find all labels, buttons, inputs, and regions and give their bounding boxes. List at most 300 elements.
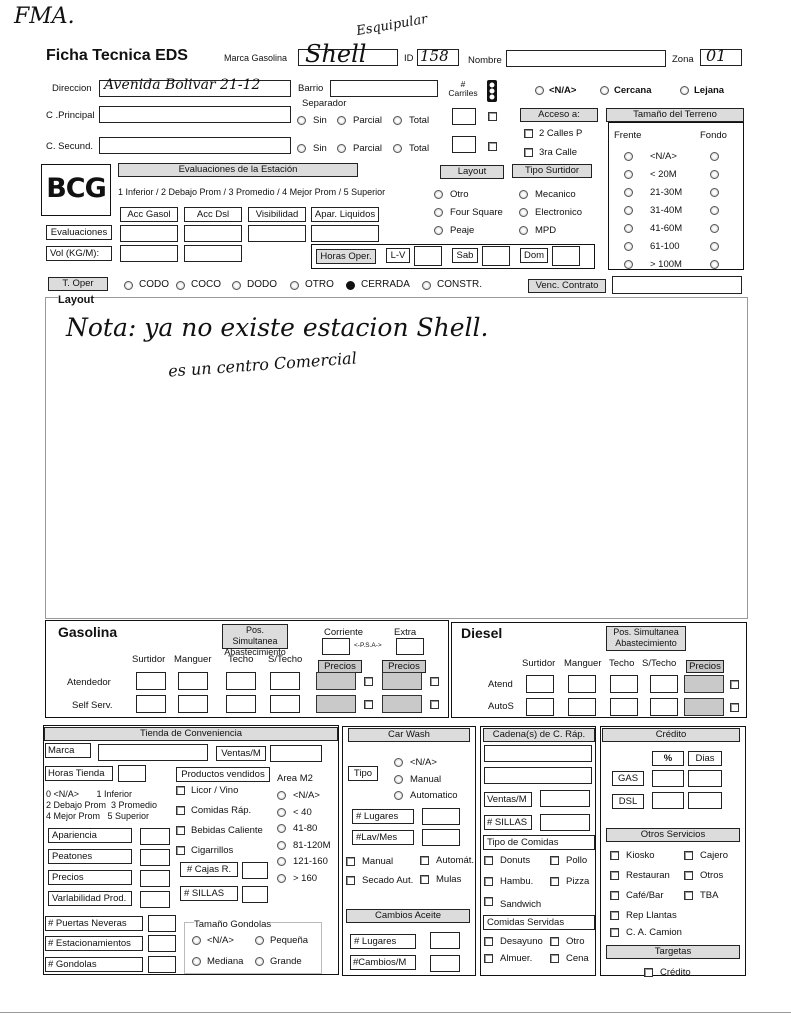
principal-field[interactable] [99, 106, 291, 123]
area-label: <N/A> [293, 790, 320, 801]
secund-checkbox[interactable] [488, 142, 497, 151]
tienda-eval-field[interactable] [140, 828, 170, 845]
area-label: 41-80 [293, 823, 318, 834]
apar-liquidos-header: Apar. Liquidos [311, 207, 379, 222]
tienda-eval-label: Apariencia [48, 828, 132, 843]
fondo-radio[interactable] [710, 188, 719, 197]
desayuno-checkbox[interactable] [484, 937, 493, 946]
secund-total-label: Total [409, 143, 430, 154]
toper-radio-cerrada[interactable] [346, 281, 355, 290]
otro-servicio-label: TBA [700, 890, 719, 901]
otro-servicio-checkbox[interactable] [610, 871, 619, 880]
cambios-lugares-label: # Lugares [350, 934, 416, 949]
principal-sin-label: Sin [313, 115, 327, 126]
secund-sin-label: Sin [313, 143, 327, 154]
principal-parcial-radio[interactable] [337, 116, 346, 125]
surtidor-mecanico-label: Mecanico [535, 189, 576, 200]
carwash-secado-checkbox[interactable] [346, 876, 355, 885]
donuts-label: Donuts [500, 855, 531, 866]
gasolina-precio-chk-2[interactable] [430, 677, 439, 686]
lv-field[interactable] [414, 246, 442, 266]
principal-label: C .Principal [46, 110, 95, 121]
principal-total-label: Total [409, 115, 430, 126]
tienda-eval-field[interactable] [140, 849, 170, 866]
layout-area[interactable] [45, 297, 748, 619]
gas-dias-field[interactable] [688, 770, 722, 787]
hambu-label: Hambu. [500, 876, 534, 887]
area-label: 81-120M [293, 839, 331, 851]
cambios-lugares-field[interactable] [430, 932, 460, 949]
gasolina-precio-extra[interactable] [382, 672, 422, 690]
credito-header: Crédito [602, 728, 740, 742]
handwritten-note-line2: es un centro Comercial [167, 348, 358, 381]
diesel-col-techo: Techo [609, 658, 635, 669]
diesel-precios: Precios [686, 660, 724, 673]
producto-checkbox[interactable] [176, 826, 185, 835]
fondo-radio[interactable] [710, 170, 719, 179]
cena-label: Cena [566, 953, 589, 964]
gasolina-pos-header: Pos. Simultanea Abastecimiento [222, 624, 288, 649]
apar-liquidos-field[interactable] [311, 225, 379, 242]
sandwich-label: Sandwich [500, 899, 542, 910]
area-radio[interactable] [277, 857, 286, 866]
id-label: ID [404, 53, 414, 64]
otro-servicio-checkbox[interactable] [610, 851, 619, 860]
gasolina-cell[interactable] [270, 695, 300, 713]
credito-checkbox[interactable] [644, 968, 653, 977]
sab-field[interactable] [482, 246, 510, 266]
surtidor-mecanico-radio[interactable] [519, 190, 528, 199]
tienda-eval-label: Precios [48, 870, 132, 885]
barrio-label: Barrio [298, 83, 324, 94]
producto-checkbox[interactable] [176, 786, 185, 795]
tienda-scale-1: 0 <N/A> 1 Inferior [46, 789, 133, 799]
carriles-label: # Carriles [448, 79, 478, 98]
layout-otro-label: Otro [450, 189, 469, 200]
otro-servicio-checkbox[interactable] [610, 891, 619, 900]
dias-label: Dias [688, 751, 722, 766]
area-radio[interactable] [277, 824, 286, 833]
diesel-cell[interactable] [610, 698, 638, 716]
diesel-precio[interactable] [684, 698, 724, 716]
acceso-header: Acceso a: [520, 108, 598, 122]
calle3-checkbox[interactable] [524, 148, 533, 157]
gondolas-label: # Gondolas [45, 957, 143, 972]
diesel-cell[interactable] [568, 698, 596, 716]
toper-label-constr: CONSTR. [437, 279, 482, 290]
secund-parcial-radio[interactable] [337, 144, 346, 153]
gasolina-cell[interactable] [178, 695, 208, 713]
surtidor-electronico-radio[interactable] [519, 208, 528, 217]
tienda-sillas-field[interactable] [242, 886, 268, 903]
gondolas-pequena-radio[interactable] [255, 936, 264, 945]
gondolas-pequena-label: Pequeña [270, 935, 309, 946]
evaluaciones-scale: 1 Inferior / 2 Debajo Prom / 3 Promedio / 4 Mejor Prom / 5 Superior [118, 187, 386, 197]
secund-field[interactable] [99, 137, 291, 154]
tienda-header: Tienda de Conveniencia [44, 727, 338, 741]
gasolina-cell[interactable] [226, 695, 256, 713]
na-label: <N/A> [549, 85, 577, 96]
gondolas-mediana-radio[interactable] [192, 957, 201, 966]
cadena-sillas-label: # SILLAS [484, 815, 532, 830]
gasolina-col-techo: Techo [228, 654, 254, 665]
layout-four-square-label: Four Square [450, 207, 503, 218]
gondolas-field[interactable] [148, 956, 176, 973]
diesel-precio[interactable] [684, 675, 724, 693]
acc-dsl-field[interactable] [184, 225, 242, 242]
carwash-secado-label: Secado Aut. [362, 875, 414, 886]
gasolina-precio-corriente[interactable] [316, 672, 356, 690]
almuerzo-label: Almuer. [500, 953, 533, 964]
cajas-label: # Cajas R. [180, 862, 238, 877]
terreno-option-label: > 100M [650, 259, 682, 270]
area-radio[interactable] [277, 808, 286, 817]
toper-label-dodo: DODO [247, 279, 277, 290]
area-radio[interactable] [277, 874, 286, 883]
producto-label: Licor / Vino [191, 785, 239, 796]
frente-radio[interactable] [624, 206, 633, 215]
gasolina-extra-field[interactable] [396, 638, 424, 655]
evaluaciones-header: Evaluaciones de la Estación [118, 163, 358, 177]
area-radio[interactable] [277, 841, 286, 850]
producto-label: Bebidas Caliente [191, 825, 263, 836]
area-label: 121-160 [293, 856, 328, 867]
diesel-precio-chk[interactable] [730, 680, 739, 689]
cadena-field-1[interactable] [484, 745, 592, 762]
bcg-logo: BCG [41, 164, 111, 216]
cadena-field-2[interactable] [484, 767, 592, 784]
vol-label: Vol (KG/M): [46, 246, 112, 261]
gondolas-mediana-label: Mediana [207, 956, 244, 967]
na-radio[interactable] [535, 86, 544, 95]
carwash-manual-checkbox[interactable] [346, 857, 355, 866]
tienda-horas-label: Horas Tienda [45, 766, 113, 781]
acc-dsl-header: Acc Dsl [184, 207, 242, 222]
tienda-eval-field[interactable] [140, 870, 170, 887]
evaluaciones-label: Evaluaciones [46, 225, 112, 240]
toper-radio-constr[interactable] [422, 281, 431, 290]
gasolina-precio-chk-2[interactable] [430, 700, 439, 709]
gasolina-precio-corriente[interactable] [316, 695, 356, 713]
carwash-header: Car Wash [348, 728, 470, 742]
gondolas-grande-radio[interactable] [255, 957, 264, 966]
otro-servicio-label: Restauran [626, 870, 670, 881]
puertas-field[interactable] [148, 915, 176, 932]
producto-label: Comidas Ráp. [191, 805, 252, 816]
toper-radio-coco[interactable] [176, 281, 185, 290]
cena-checkbox[interactable] [550, 954, 559, 963]
tienda-eval-label: Peatones [48, 849, 132, 864]
carwash-lugares-field[interactable] [422, 808, 460, 825]
diesel-pos-header: Pos. Simultanea Abastecimiento [606, 626, 686, 651]
desayuno-label: Desayuno [500, 936, 543, 947]
gondolas-na-label: <N/A> [207, 935, 234, 946]
vol-dsl-field[interactable] [184, 245, 242, 262]
nombre-field[interactable] [506, 50, 666, 67]
tienda-eval-field[interactable] [140, 891, 170, 908]
handwritten-note-line1: Nota: ya no existe estacion Shell. [66, 313, 489, 342]
gas-label: GAS [612, 771, 644, 786]
producto-checkbox[interactable] [176, 806, 185, 815]
venc-contrato-label: Venc. Contrato [528, 279, 606, 293]
tienda-horas-field[interactable] [118, 765, 146, 782]
terreno-option-label: 41-60M [650, 223, 683, 234]
fondo-radio[interactable] [710, 242, 719, 251]
terreno-option-label: 61-100 [650, 241, 680, 252]
donuts-checkbox[interactable] [484, 856, 493, 865]
carwash-automat-checkbox[interactable] [420, 856, 429, 865]
diesel-cell[interactable] [526, 675, 554, 693]
cadena-ventas-label: Ventas/M [484, 792, 532, 807]
gasolina-title: Gasolina [58, 624, 118, 640]
tienda-sillas-label: # SILLAS [180, 886, 238, 901]
diesel-cell[interactable] [650, 698, 678, 716]
cambios-aceite-header: Cambios Aceite [346, 909, 470, 923]
tienda-ventas-label: Ventas/M [216, 746, 266, 761]
diesel-col-surtidor: Surtidor [522, 658, 556, 669]
cadena-header: Cadena(s) de C. Ráp. [483, 728, 595, 742]
calles2-checkbox[interactable] [524, 129, 533, 138]
venc-contrato-field[interactable] [612, 276, 742, 294]
gas-pct-field[interactable] [652, 770, 684, 787]
zona-label: Zona [672, 54, 694, 65]
layout-peaje-radio[interactable] [434, 226, 443, 235]
carwash-na-radio[interactable] [394, 758, 403, 767]
secund-parcial-label: Parcial [353, 143, 383, 154]
handwritten-brand-above: Esquipular [355, 11, 429, 40]
gasolina-psa-label: <-P.S.A-> [354, 642, 382, 649]
surtidor-header: Tipo Surtidor [512, 164, 592, 178]
gasolina-precios-2: Precios [382, 660, 426, 673]
carwash-tipo-label: Tipo [348, 766, 378, 781]
gasolina-col-stecho: S/Techo [268, 654, 303, 665]
dom-field[interactable] [552, 246, 580, 266]
toper-label-codo: CODO [139, 279, 169, 290]
gasolina-precio-chk-1[interactable] [364, 700, 373, 709]
carwash-lugares-label: # Lugares [352, 809, 414, 824]
gasolina-row-self: Self Serv. [72, 700, 113, 711]
almuerzo-checkbox[interactable] [484, 954, 493, 963]
otro-servicio-label: Kiosko [626, 850, 655, 861]
frente-radio[interactable] [624, 152, 633, 161]
comidas-servidas-label: Comidas Servidas [483, 915, 595, 930]
secund-sin-radio[interactable] [297, 144, 306, 153]
carwash-lav-field[interactable] [422, 829, 460, 846]
marca-label: Marca Gasolina [224, 53, 288, 63]
otro-servicio-checkbox[interactable] [610, 928, 619, 937]
carwash-automatico-radio[interactable] [394, 791, 403, 800]
diesel-cell[interactable] [610, 675, 638, 693]
surtidor-electronico-label: Electronico [535, 207, 582, 218]
fondo-radio[interactable] [710, 224, 719, 233]
area-label: Area M2 [277, 773, 313, 784]
horas-label: Horas Oper. [316, 249, 376, 264]
gasolina-cell[interactable] [136, 672, 166, 690]
separador-label: Separador [302, 98, 347, 109]
producto-checkbox[interactable] [176, 846, 185, 855]
otro-servicio-checkbox[interactable] [684, 871, 693, 880]
gondolas-grande-label: Grande [270, 956, 302, 967]
gasolina-corriente-field[interactable] [322, 638, 350, 655]
principal-carriles-field[interactable] [452, 108, 476, 125]
productos-label: Productos vendidos [176, 767, 270, 782]
surtidor-mpd-radio[interactable] [519, 226, 528, 235]
diesel-col-stecho: S/Techo [642, 658, 677, 669]
traffic-light-icon [484, 80, 500, 102]
secund-label: C. Secund. [46, 141, 93, 152]
gasolina-corriente-label: Corriente [324, 627, 364, 638]
dsl-dias-field[interactable] [688, 792, 722, 809]
tienda-scale-2: 2 Debajo Prom 3 Promedio [46, 800, 158, 810]
terreno-option-label: 31-40M [650, 205, 683, 216]
cajas-field[interactable] [242, 862, 268, 879]
principal-checkbox[interactable] [488, 112, 497, 121]
cercana-label: Cercana [614, 85, 652, 96]
otro-comida-checkbox[interactable] [550, 937, 559, 946]
visibilidad-field[interactable] [248, 225, 306, 242]
acc-gasol-header: Acc Gasol [120, 207, 178, 222]
estacionamientos-field[interactable] [148, 935, 176, 952]
otro-servicio-checkbox[interactable] [610, 911, 619, 920]
area-label: > 160 [293, 872, 318, 884]
calle3-label: 3ra Calle [539, 147, 578, 158]
handwritten-zona: 01 [706, 46, 727, 65]
gondolas-na-radio[interactable] [192, 936, 201, 945]
area-radio[interactable] [277, 791, 286, 800]
toper-label-coco: COCO [191, 279, 221, 290]
gasolina-row-atendedor: Atendedor [67, 677, 111, 688]
pollo-label: Pollo [566, 855, 588, 866]
otro-servicio-label: Otros [700, 870, 724, 881]
carwash-manual-chk-label: Manual [362, 856, 394, 867]
sandwich-checkbox[interactable] [484, 897, 493, 906]
tienda-ventas-field[interactable] [270, 745, 322, 762]
otro-servicio-label: Cajero [700, 850, 728, 861]
tienda-marca-field[interactable] [98, 744, 208, 761]
secund-total-radio[interactable] [393, 144, 402, 153]
terreno-option-label: < 20M [650, 169, 677, 180]
diesel-row-autos: AutoS [488, 701, 514, 712]
cambios-mes-field[interactable] [430, 955, 460, 972]
carwash-mulas-checkbox[interactable] [420, 875, 429, 884]
dsl-pct-field[interactable] [652, 792, 684, 809]
otro-servicio-label: Rep Llantas [626, 910, 677, 921]
layout-peaje-label: Peaje [450, 225, 475, 236]
diesel-cell[interactable] [526, 698, 554, 716]
toper-radio-dodo[interactable] [232, 281, 241, 290]
gasolina-cell[interactable] [136, 695, 166, 713]
diesel-cell[interactable] [568, 675, 596, 693]
carwash-mulas-label: Mulas [436, 874, 462, 885]
terreno-option-label: 21-30M [650, 187, 683, 198]
otro-servicio-checkbox[interactable] [684, 851, 693, 860]
secund-carriles-field[interactable] [452, 136, 476, 153]
toper-radio-otro[interactable] [290, 281, 299, 290]
gasolina-cell[interactable] [270, 672, 300, 690]
area-label: < 40 [293, 806, 312, 818]
gasolina-cell[interactable] [178, 672, 208, 690]
principal-total-radio[interactable] [393, 116, 402, 125]
nombre-label: Nombre [468, 55, 502, 66]
vol-gas-field[interactable] [120, 245, 178, 262]
principal-sin-radio[interactable] [297, 116, 306, 125]
carwash-automatico-label: Automatico [410, 790, 458, 801]
diesel-cell[interactable] [650, 675, 678, 693]
gasolina-col-manguer: Manguer [174, 654, 212, 665]
frente-radio[interactable] [624, 260, 633, 269]
handwritten-direccion: Avenida Bolivar 21-12 [104, 77, 261, 93]
pollo-checkbox[interactable] [550, 856, 559, 865]
otro-servicio-checkbox[interactable] [684, 891, 693, 900]
lv-label: L-V [386, 248, 410, 263]
fondo-radio[interactable] [710, 260, 719, 269]
gasolina-extra-label: Extra [394, 627, 417, 638]
terreno-option-label: <N/A> [650, 151, 677, 162]
lejana-label: Lejana [694, 85, 725, 96]
puertas-label: # Puertas Neveras [45, 916, 143, 931]
frente-radio[interactable] [624, 242, 633, 251]
page-bottom-rule [0, 1012, 791, 1013]
producto-label: Cigarrillos [191, 845, 234, 856]
tamano-gondolas-label: Tamaño Gondolas [194, 919, 272, 930]
lejana-radio[interactable] [680, 86, 689, 95]
frente-radio[interactable] [624, 170, 633, 179]
direccion-label: Direccion [52, 83, 92, 94]
carwash-manual-label: Manual [410, 774, 442, 785]
pizza-checkbox[interactable] [550, 877, 559, 886]
acc-gasol-field[interactable] [120, 225, 178, 242]
fondo-label: Fondo [700, 130, 727, 141]
diesel-precio-chk[interactable] [730, 703, 739, 712]
barrio-field[interactable] [330, 80, 438, 97]
frente-radio[interactable] [624, 188, 633, 197]
calles2-label: 2 Calles P [539, 128, 583, 139]
fondo-radio[interactable] [710, 152, 719, 161]
principal-parcial-label: Parcial [353, 115, 383, 126]
toper-radio-codo[interactable] [124, 281, 133, 290]
layout-four-square-radio[interactable] [434, 208, 443, 217]
pct-label: % [652, 751, 684, 766]
otro-servicio-label: C. A. Camion [626, 927, 682, 938]
fondo-radio[interactable] [710, 206, 719, 215]
cadena-ventas-field[interactable] [540, 790, 590, 807]
hambu-checkbox[interactable] [484, 877, 493, 886]
gasolina-precio-chk-1[interactable] [364, 677, 373, 686]
gasolina-col-surtidor: Surtidor [132, 654, 166, 665]
layout-area-label: Layout [58, 294, 95, 306]
carwash-manual-radio[interactable] [394, 775, 403, 784]
page-title: Ficha Tecnica EDS [46, 47, 188, 64]
layout-otro-radio[interactable] [434, 190, 443, 199]
carwash-automat-label: Automát. [436, 855, 475, 866]
cercana-radio[interactable] [600, 86, 609, 95]
frente-radio[interactable] [624, 224, 633, 233]
gasolina-cell[interactable] [226, 672, 256, 690]
surtidor-mpd-label: MPD [535, 225, 557, 236]
tienda-marca-label: Marca [45, 743, 91, 758]
toper-label-cerrada: CERRADA [361, 279, 410, 290]
toper-label-otro: OTRO [305, 279, 334, 290]
handwritten-brand: Shell [305, 40, 367, 68]
gasolina-precio-extra[interactable] [382, 695, 422, 713]
cadena-sillas-field[interactable] [540, 814, 590, 831]
tienda-scale-3: 4 Mejor Prom 5 Superior [46, 811, 150, 821]
diesel-title: Diesel [461, 625, 503, 641]
sab-label: Sab [452, 248, 478, 263]
otro-comida-label: Otro [566, 936, 585, 947]
dsl-label: DSL [612, 794, 644, 809]
tienda-eval-label: Varlabilidad Prod. [48, 891, 132, 906]
